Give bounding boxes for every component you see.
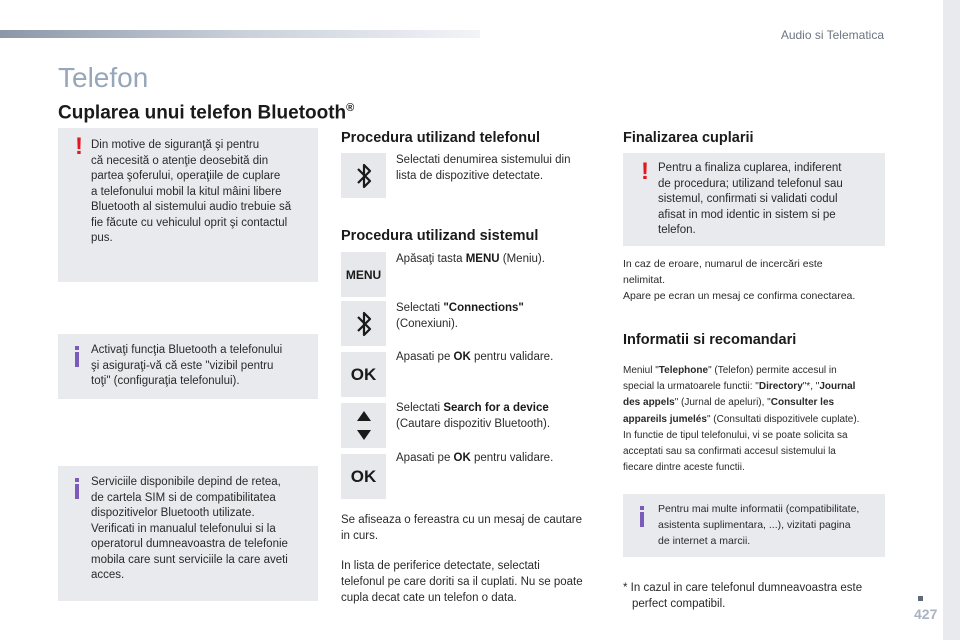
menu-key-label: MENU bbox=[345, 267, 382, 282]
info-line: de cartela SIM si de compatibilitatea bbox=[91, 491, 276, 504]
registered-mark: ® bbox=[346, 102, 355, 114]
ok-key-label: OK bbox=[350, 466, 377, 486]
warning-line: că necesită o atenţie deosebită din bbox=[91, 154, 269, 167]
section-label: Audio si Telematica bbox=[780, 28, 884, 42]
info-line: şi asiguraţi-vă că este "vizibil pentru bbox=[91, 359, 274, 372]
warning-line: partea şoferului, operaţiile de cuplare bbox=[91, 170, 281, 182]
finalize-title: Finalizarea cuplarii bbox=[623, 130, 754, 146]
page-dot bbox=[918, 596, 923, 601]
bluetooth-icon bbox=[354, 309, 374, 339]
error-info-text: In caz de eroare, numarul de incercări este nelimitat. Apare pe ecran un mesaj ce confirma conectarea. bbox=[623, 258, 856, 302]
page-edge-bar bbox=[943, 0, 960, 640]
info-line: Serviciile disponibile depind de retea, bbox=[91, 476, 281, 488]
info-line: acces. bbox=[91, 569, 125, 581]
phone-step-1: Selectati denumirea sistemului din lista de dispozitive detectate. bbox=[396, 154, 571, 182]
menu-key bbox=[341, 252, 386, 297]
info-line: operatorul dumneavoastra de telefonie bbox=[91, 538, 288, 550]
info-line: Activaţi funcţia Bluetooth a telefonului bbox=[91, 344, 283, 356]
ok-key bbox=[341, 454, 386, 499]
finalize-warning-box: ! Pentru a finaliza cuplarea, indiferent de procedura; utilizand telefonul sau sistemul, confirmati si validati codul afisat in mod identic in sistem si pe telefon. bbox=[623, 153, 885, 246]
page-number: 427 bbox=[914, 606, 938, 622]
page-subtitle: Cuplarea unui telefon Bluetooth® bbox=[58, 102, 355, 124]
arrow-up-icon bbox=[356, 410, 372, 422]
warning-line: Bluetooth al sistemului audio trebuie să bbox=[91, 201, 292, 213]
arrow-down-icon bbox=[356, 429, 372, 441]
info-line: toţi" (configuraţia telefonului). bbox=[91, 375, 240, 387]
ok-key-label: OK bbox=[350, 364, 377, 384]
telephone-menu-text: Meniul "Telephone" (Telefon) permite accesul in special la urmatoarele functii: "Directory"*, "Journal des appels" (Jurnal de apeluri), "Consulter les appareils jumelés" (Consultati dispozitivele cuplate). In functie de tipul telefonului, vi se poate solicita sa acceptati sau sa confirmati accesul sistemului la fiecare dintre aceste functii. bbox=[623, 365, 860, 474]
bluetooth-info-box bbox=[58, 334, 318, 399]
more-info-box: Pentru mai multe informatii (compatibilitate, asistenta suplimentara, ...), vizitati pagina de internet a marcii. bbox=[623, 494, 885, 557]
system-step-2: Selectati "Connections" (Conexiuni). bbox=[396, 302, 524, 330]
warning-icon: ! bbox=[75, 133, 83, 160]
arrow-keys bbox=[341, 403, 386, 448]
phone-procedure-title: Procedura utilizand telefonul bbox=[341, 130, 540, 146]
warning-line: pus. bbox=[91, 232, 113, 244]
footnote: * In cazul in care telefonul dumneavoastra este perfect compatibil. bbox=[623, 582, 863, 610]
select-phone-text: In lista de periferice detectate, selectati telefonul pe care doriti sa il cuplati. Nu se poate cupla decat cate un telefon o data. bbox=[341, 560, 583, 604]
warning-line: fie făcute cu vehiculul oprit şi contactul bbox=[91, 216, 288, 229]
system-procedure-title: Procedura utilizand sistemul bbox=[341, 228, 539, 244]
warning-line: a telefonului mobil la kitul mâini libere bbox=[91, 185, 282, 198]
search-message-text: Se afiseaza o fereastra cu un mesaj de cautare in curs. bbox=[341, 514, 583, 542]
info-title: Informatii si recomandari bbox=[623, 332, 797, 348]
system-step-1: Apăsaţi tasta MENU (Meniu). bbox=[396, 253, 545, 265]
system-step-3: Apasati pe OK pentru validare. bbox=[396, 351, 554, 363]
info-line: Verificati in manualul telefonului si la bbox=[91, 522, 276, 535]
bluetooth-key bbox=[341, 301, 386, 346]
warning-icon: ! bbox=[641, 158, 649, 185]
header-rule bbox=[0, 30, 480, 38]
system-step-4: Selectati Search for a device (Cautare dispozitiv Bluetooth). bbox=[396, 402, 551, 430]
system-step-5: Apasati pe OK pentru validare. bbox=[396, 452, 554, 464]
ok-key bbox=[341, 352, 386, 397]
info-icon bbox=[75, 484, 79, 499]
bluetooth-icon bbox=[354, 161, 374, 191]
info-icon bbox=[75, 352, 79, 367]
page-title: Telefon bbox=[58, 62, 149, 93]
info-icon bbox=[640, 512, 644, 527]
safety-warning-box bbox=[58, 128, 318, 282]
services-info-box bbox=[58, 466, 318, 601]
warning-line: Din motive de siguranţă şi pentru bbox=[91, 139, 260, 151]
info-line: dispozitivelor Bluetooth utilizate. bbox=[91, 507, 255, 519]
info-line: mobila care sunt serviciile la care aveti bbox=[91, 553, 288, 566]
bluetooth-key bbox=[341, 153, 386, 198]
